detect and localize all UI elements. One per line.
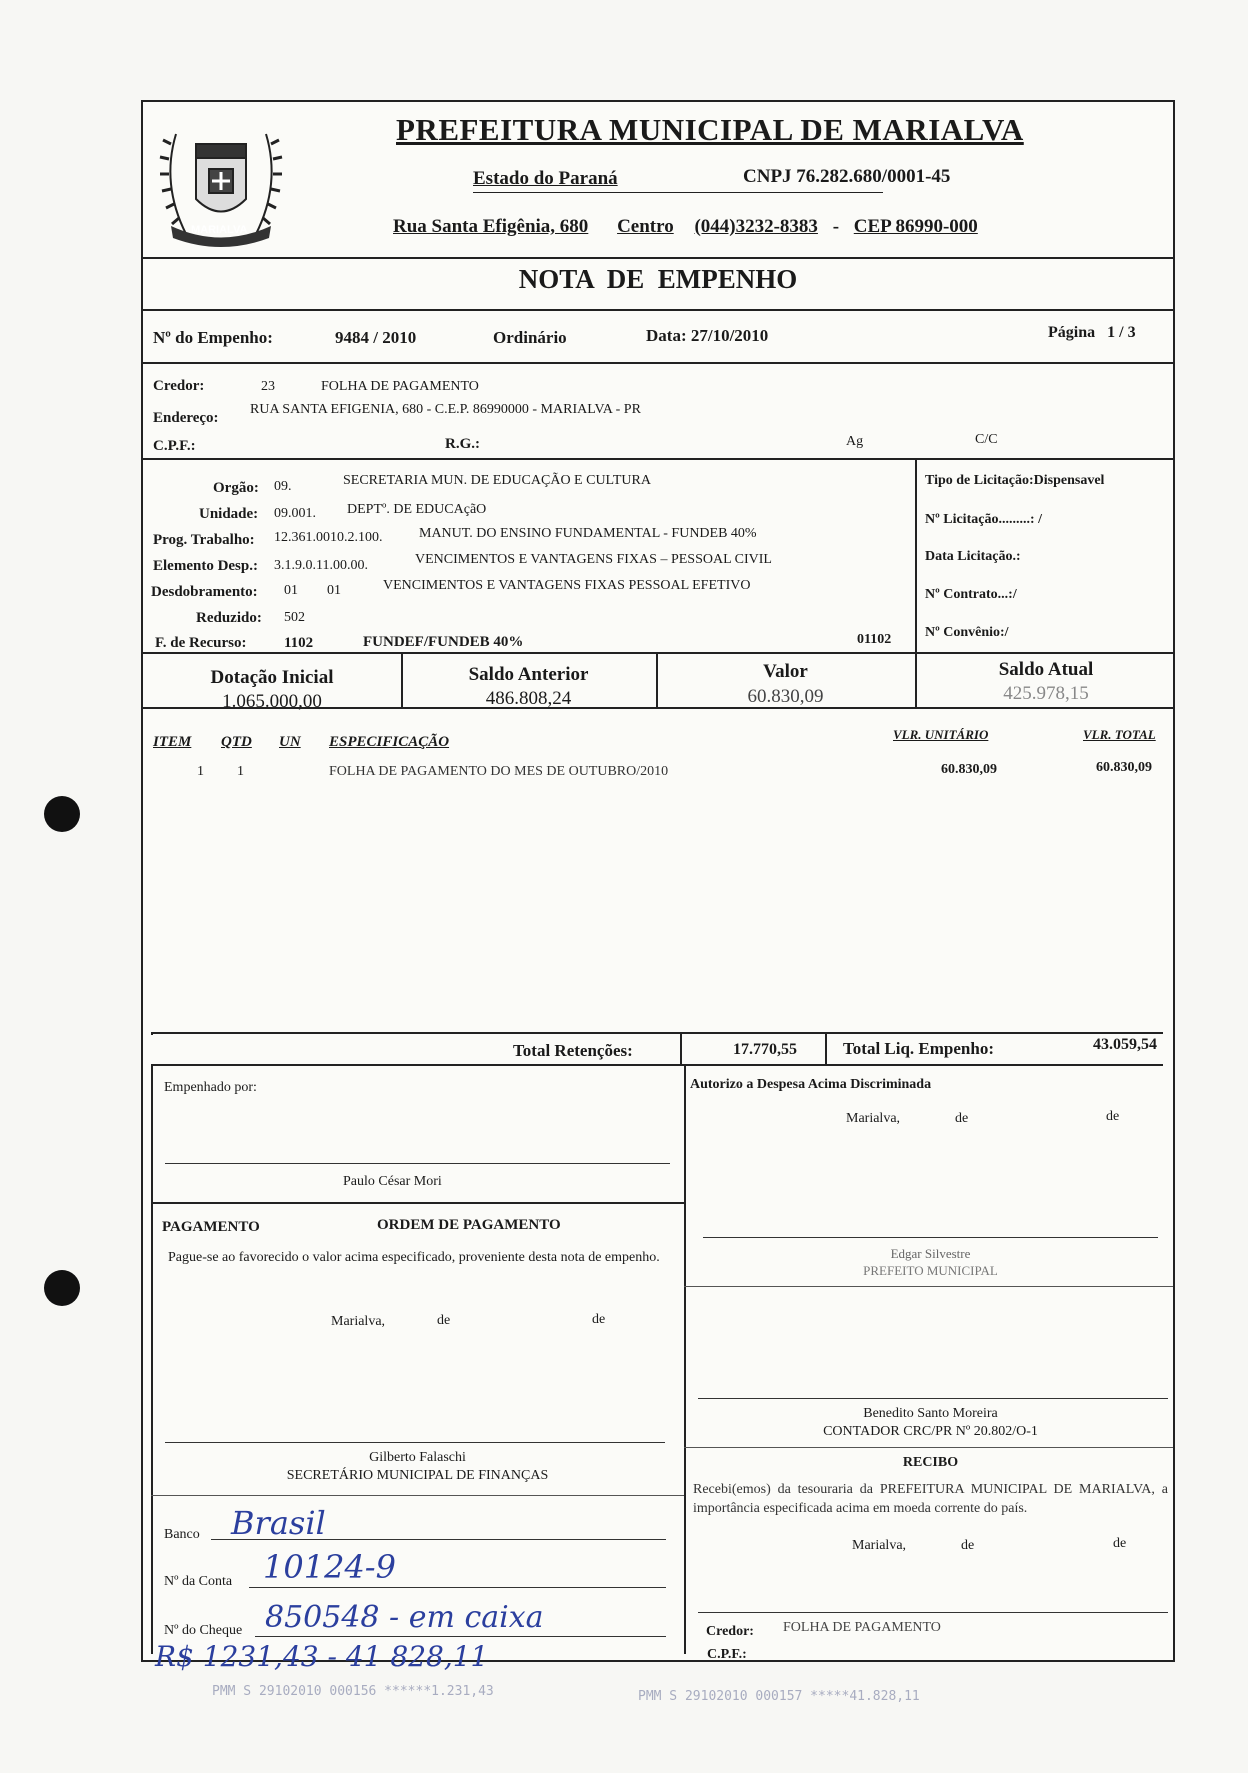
saldo-atual-label: Saldo Atual <box>998 659 1094 680</box>
elemento-code: 3.1.9.0.11.00.00. <box>274 558 368 573</box>
row-item: 1 <box>197 764 204 779</box>
saldo-anterior-value: 486.808,24 <box>485 688 572 709</box>
prog-label: Prog. Trabalho: <box>153 532 255 548</box>
data-licitacao: Data Licitação.: <box>925 549 1021 564</box>
recibo-text: Recebi(emos) da tesouraria da PREFEITURA MUNICIPAL DE MARIALVA, a importância especificada acima em moeda corrente do país. <box>693 1482 1168 1516</box>
col-qtd: QTD <box>221 734 252 750</box>
cpf-label: C.P.F.: <box>153 438 196 454</box>
tipo-licitacao: Tipo de Licitação:Dispensavel <box>925 473 1105 488</box>
credor-address: RUA SANTA EFIGENIA, 680 - C.E.P. 86990000 - MARIALVA - PR <box>250 402 641 417</box>
recibo-label: RECIBO <box>902 1455 959 1470</box>
ordem-pagamento-label: ORDEM DE PAGAMENTO <box>377 1217 561 1233</box>
total-liq-label: Total Liq. Empenho: <box>843 1039 994 1058</box>
numero-contrato: Nº Contrato...:/ <box>925 587 1017 602</box>
recibo-city: Marialva, <box>852 1538 907 1553</box>
reduzido-value: 502 <box>284 610 305 625</box>
total-retencoes-value: 17.770,55 <box>733 1041 797 1058</box>
autorizo-de-2: de <box>1106 1109 1120 1124</box>
elemento-label: Elemento Desp.: <box>153 558 258 574</box>
recibo-de-2: de <box>1113 1536 1127 1551</box>
ag-label: Ag <box>846 434 864 449</box>
credor-code: 23 <box>261 379 275 394</box>
cheque-handwritten: 850548 - em caixa <box>265 1600 544 1635</box>
pagamento-de-2: de <box>592 1312 606 1327</box>
estado-label: Estado do Paraná <box>473 168 618 189</box>
address-phone: (044)3232-8383 <box>694 216 818 237</box>
autorizo-signer-role: PREFEITO MUNICIPAL <box>863 1263 998 1278</box>
contador-name: Benedito Santo Moreira <box>863 1406 998 1421</box>
empenho-date: Data: 27/10/2010 <box>646 326 769 345</box>
recurso-code: 1102 <box>284 635 314 651</box>
total-liq-value: 43.059,54 <box>1093 1036 1157 1053</box>
pagamento-signer-name: Gilberto Falaschi <box>369 1450 466 1465</box>
orgao-name: SECRETARIA MUN. DE EDUCAÇÃO E CULTURA <box>343 473 651 488</box>
total-retencoes-label: Total Retenções: <box>513 1041 633 1060</box>
page-number: Página 1 / 3 <box>1048 324 1136 341</box>
banco-label: Banco <box>164 1527 200 1542</box>
recurso-extra: 01102 <box>857 632 892 647</box>
nota-de-empenho-form <box>141 100 1175 1673</box>
elemento-name: VENCIMENTOS E VANTAGENS FIXAS – PESSOAL CIVIL <box>415 552 772 567</box>
credor-name: FOLHA DE PAGAMENTO <box>321 379 479 394</box>
valor-handwritten: R$ 1231,43 - 41 828,11 <box>155 1640 489 1673</box>
saldo-atual-value: 425.978,15 <box>1003 683 1089 704</box>
bank-stamp-2: PMM S 29102010 000157 *****41.828,11 <box>638 1689 920 1704</box>
recibo-credor-name: FOLHA DE PAGAMENTO <box>783 1620 941 1635</box>
autorizo-signer-name: Edgar Silvestre <box>890 1246 971 1261</box>
address-district: Centro <box>617 216 674 237</box>
row-qtd: 1 <box>237 764 244 779</box>
cheque-line <box>255 1636 666 1637</box>
prog-code: 12.361.0010.2.100. <box>274 530 383 545</box>
table-row <box>143 762 1177 782</box>
col-especificacao: ESPECIFICAÇÃO <box>329 734 450 750</box>
numero-convenio: Nº Convênio:/ <box>925 625 1009 640</box>
empenho-number: 9484 / 2010 <box>335 328 417 347</box>
empenhado-name: Paulo César Mori <box>343 1174 442 1189</box>
address-cep: CEP 86990-000 <box>853 216 978 237</box>
row-spec: FOLHA DE PAGAMENTO DO MES DE OUTUBRO/2010 <box>329 764 669 779</box>
autorizo-de-1: de <box>955 1111 969 1126</box>
col-vlr-total: VLR. TOTAL <box>1083 727 1156 742</box>
row-unit: 60.830,09 <box>941 762 997 777</box>
estado-underline <box>473 192 883 193</box>
cc-label: C/C <box>975 432 998 447</box>
conta-line <box>249 1587 666 1588</box>
desdobramento-label: Desdobramento: <box>151 584 258 600</box>
contador-role: CONTADOR CRC/PR Nº 20.802/O-1 <box>823 1424 1038 1439</box>
empenhado-signature-line <box>165 1163 670 1164</box>
recurso-label: F. de Recurso: <box>155 635 247 651</box>
autorizo-signature-line <box>703 1237 1158 1238</box>
municipal-crest-icon <box>151 114 291 254</box>
pagamento-city: Marialva, <box>331 1314 386 1329</box>
address-line <box>393 216 978 238</box>
empenho-type: Ordinário <box>493 328 567 347</box>
unidade-name: DEPTº. DE EDUCAçãO <box>347 502 487 517</box>
autorizo-label: Autorizo a Despesa Acima Discriminada <box>690 1077 932 1092</box>
prefeitura-title: PREFEITURA MUNICIPAL DE MARIALVA <box>396 112 1024 147</box>
valor-value: 60.830,09 <box>747 686 824 707</box>
unidade-code: 09.001. <box>274 506 316 521</box>
col-item: ITEM <box>153 734 192 750</box>
cnpj-label: CNPJ 76.282.680/0001-45 <box>743 166 951 187</box>
row-total: 60.830,09 <box>1096 760 1152 775</box>
punch-hole-top <box>44 796 80 832</box>
desdobramento-code-2: 01 <box>327 583 341 598</box>
orgao-label: Orgão: <box>213 480 259 496</box>
pagamento-signer-role: SECRETÁRIO MUNICIPAL DE FINANÇAS <box>286 1468 549 1483</box>
saldo-anterior-label: Saldo Anterior <box>468 664 589 685</box>
recibo-credor-label: Credor: <box>706 1624 754 1639</box>
credor-label: Credor: <box>153 378 205 394</box>
desdobramento-code-1: 01 <box>284 583 298 598</box>
dotacao-inicial-label: Dotação Inicial <box>210 667 334 688</box>
prog-name: MANUT. DO ENSINO FUNDAMENTAL - FUNDEB 40% <box>419 526 757 541</box>
col-vlr-unitario: VLR. UNITÁRIO <box>893 727 989 742</box>
banco-handwritten: Brasil <box>231 1504 326 1542</box>
pagamento-text: Pague-se ao favorecido o valor acima especificado, proveniente desta nota de empenho. <box>168 1250 660 1265</box>
empenhado-label: Empenhado por: <box>164 1080 257 1095</box>
pagamento-signature-line <box>165 1442 665 1443</box>
banco-line <box>211 1539 666 1540</box>
crest-ribbon-text: MARIALVA <box>191 224 248 236</box>
autorizo-city: Marialva, <box>846 1111 901 1126</box>
endereco-label: Endereço: <box>153 410 219 426</box>
document-title: NOTA DE EMPENHO <box>518 264 798 294</box>
address-street: Rua Santa Efigênia, 680 <box>393 216 589 237</box>
conta-label: Nº da Conta <box>164 1574 233 1589</box>
pagamento-label: PAGAMENTO <box>162 1219 260 1235</box>
numero-licitacao: Nº Licitação.........: / <box>925 512 1042 527</box>
col-un: UN <box>279 734 301 750</box>
orgao-code: 09. <box>274 479 292 494</box>
cheque-label: Nº do Cheque <box>164 1623 243 1638</box>
dotacao-inicial-value: 1.065.000,00 <box>222 691 322 712</box>
desdobramento-name: VENCIMENTOS E VANTAGENS FIXAS PESSOAL EFETIVO <box>383 578 751 593</box>
empenho-label: Nº do Empenho: <box>153 328 273 347</box>
rg-label: R.G.: <box>445 436 480 452</box>
unidade-label: Unidade: <box>199 506 259 522</box>
recibo-de-1: de <box>961 1538 975 1553</box>
punch-hole-bottom <box>44 1270 80 1306</box>
recibo-signature-line <box>698 1612 1168 1613</box>
conta-handwritten: 10124-9 <box>263 1548 396 1586</box>
bank-stamp-1: PMM S 29102010 000156 ******1.231,43 <box>212 1684 494 1699</box>
contador-signature-line <box>698 1398 1168 1399</box>
pagamento-de-1: de <box>437 1313 451 1328</box>
recurso-name: FUNDEF/FUNDEB 40% <box>363 634 524 650</box>
address-dash: - <box>832 216 840 237</box>
valor-label: Valor <box>763 661 808 682</box>
reduzido-label: Reduzido: <box>196 610 262 626</box>
recibo-cpf-label: C.P.F.: <box>707 1647 747 1662</box>
